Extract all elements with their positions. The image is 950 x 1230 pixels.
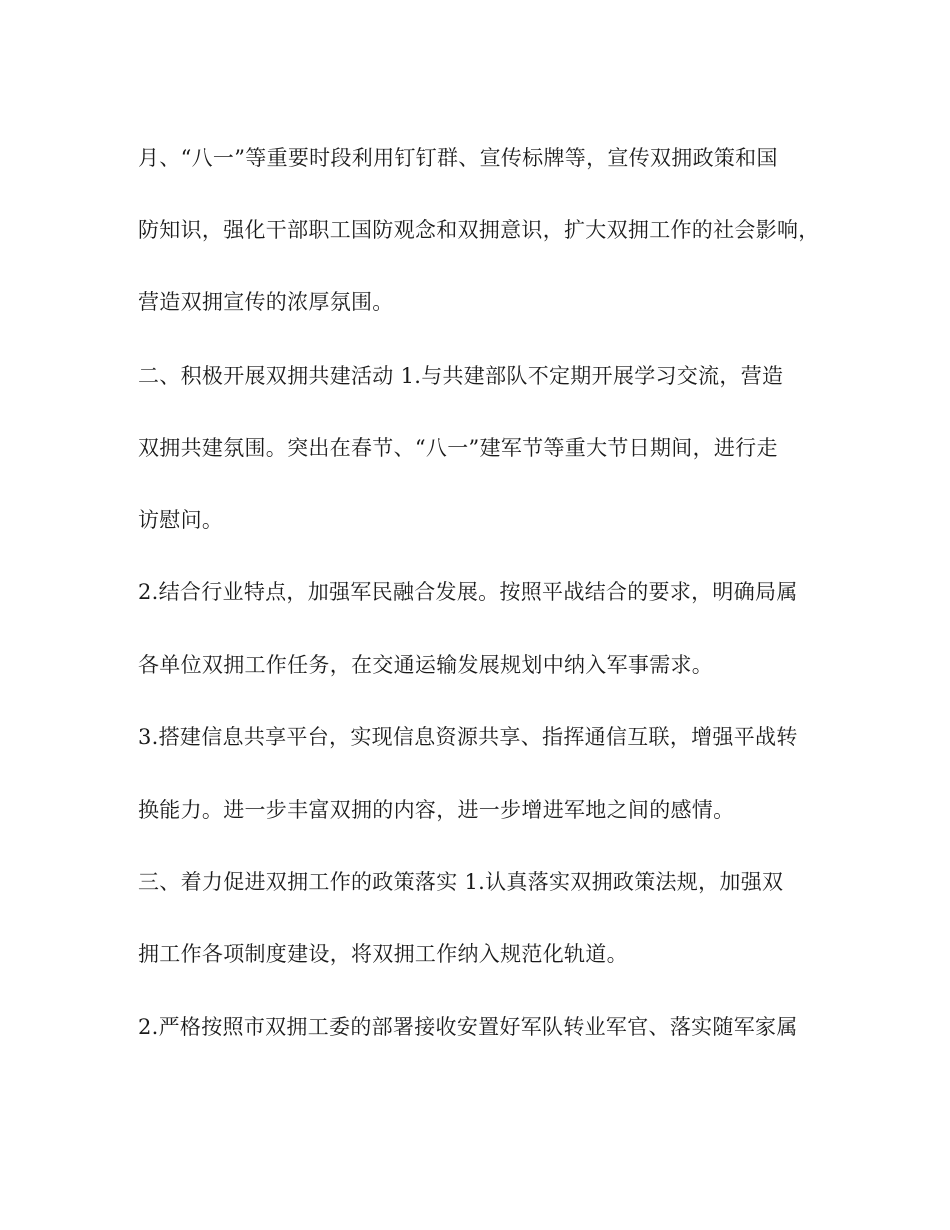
text-line: 拥工作各项制度建设，将双拥工作纳入规范化轨道。: [138, 942, 628, 966]
text-line: 双拥共建氛围。突出在春节、“八一”建军节等重大节日期间，进行走: [138, 436, 778, 460]
text-line: 访慰问。: [138, 508, 224, 532]
section-heading-line: 三、着力促进双拥工作的政策落实 1.认真落实双拥政策法规，加强双: [138, 870, 784, 894]
text-line: 2.严格按照市双拥工委的部署接收安置好军队转业军官、落实随军家属: [138, 1015, 798, 1039]
text-line: 各单位双拥工作任务，在交通运输发展规划中纳入军事需求。: [138, 653, 714, 677]
text-line: 月、“八一”等重要时段利用钉钉群、宣传标牌等，宣传双拥政策和国: [138, 146, 778, 170]
section-heading-line: 二、积极开展双拥共建活动 1.与共建部队不定期开展学习交流，营造: [138, 364, 784, 388]
text-line: 换能力。进一步丰富双拥的内容，进一步增进军地之间的感情。: [138, 798, 735, 822]
text-line: 防知识，强化干部职工国防观念和双拥意识，扩大双拥工作的社会影响，: [138, 218, 820, 242]
text-line: 3.搭建信息共享平台，实现信息资源共享、指挥通信互联，增强平战转: [138, 725, 798, 749]
text-line: 2.结合行业特点，加强军民融合发展。按照平战结合的要求，明确局属: [138, 580, 798, 604]
text-line: 营造双拥宣传的浓厚氛围。: [138, 290, 394, 314]
